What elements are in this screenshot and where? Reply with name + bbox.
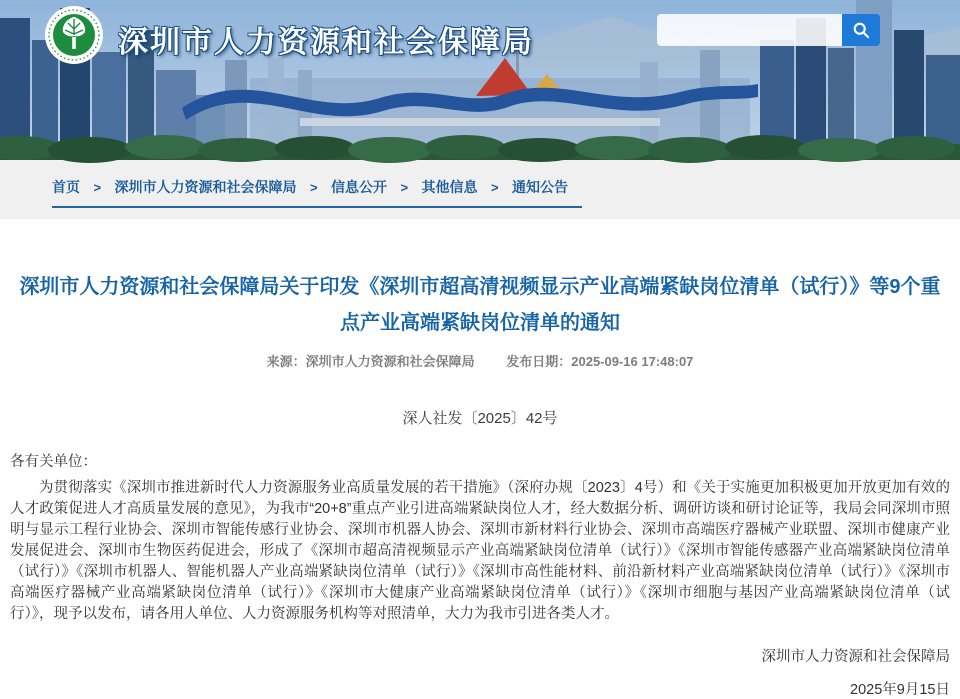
publish-date-value: 2025-09-16 17:48:07 — [571, 354, 694, 369]
salutation: 各有关单位： — [10, 454, 97, 470]
article-title: 深圳市人力资源和社会保障局关于印发《深圳市超高清视频显示产业高端紧缺岗位清单（试行）》等9个重点产业高端紧缺岗位清单的通知 — [19, 276, 941, 334]
header-banner — [0, 0, 960, 160]
issue-date: 2025年9月15日 — [850, 682, 950, 698]
search-button[interactable] — [842, 14, 880, 46]
article-source — [267, 354, 475, 369]
source-value: 深圳市人力资源和社会保障局 — [305, 354, 475, 369]
bureau-logo-icon — [44, 5, 104, 65]
article-meta — [10, 351, 950, 370]
bureau-logo[interactable] — [44, 5, 104, 65]
article — [0, 269, 960, 699]
search-icon — [851, 20, 871, 40]
search-input[interactable] — [657, 14, 842, 46]
breadcrumb — [52, 177, 582, 208]
publish-date-label: 发布日期： — [506, 354, 572, 369]
breadcrumb-bureau[interactable]: 深圳市人力资源和社会保障局 — [114, 179, 297, 195]
breadcrumb-separator: > — [309, 180, 318, 195]
search-box — [657, 14, 880, 46]
issuer-signature: 深圳市人力资源和社会保障局 — [761, 649, 950, 665]
source-label: 来源： — [266, 354, 306, 369]
breadcrumb-separator: > — [490, 180, 499, 195]
document-number: 深人社发〔2025〕42号 — [402, 410, 558, 427]
breadcrumb-separator: > — [93, 180, 102, 195]
article-body: 为贯彻落实《深圳市推进新时代人力资源服务业高质量发展的若干措施》（深府办规〔2023〕4号）和《关于实施更加积极更加开放更加有效的人才政策促进人才高质量发展的意见》，为我市“20+8”重点产业引进高端紧缺岗位人才，经大数据分析、调研访谈和研讨论证等，我局会同深圳市照明与显示工程行业协会、深圳市智能传感行业协会、深圳市机器人协会、深圳市新材料行业协会、深圳市高端医疗器械产业联盟、深圳市健康产业发展促进会、深圳市生物医药促进会，形成了《深圳市超高清视频显示产业高端紧缺岗位清单（试行）》《深圳市智能传感器产业高端紧缺岗位清单（试行）》《深圳市机器人、智能机器人产业高端紧缺岗位清单（试行）》《深圳市高性能材料、前沿新材料产业高端紧缺岗位清单（试行）》《深圳市高端医疗器械产业高端紧缺岗位清单（试行）》《深圳市大健康产业高端紧缺岗位清单（试行）》《深圳市细胞与基因产业高端紧缺岗位清单（试行）》，现予以发布，请各用人单位、人力资源服务机构等对照清单，大力为我市引进各类人才。 — [10, 480, 950, 622]
breadcrumb-separator: > — [400, 180, 409, 195]
breadcrumb-info-disclosure[interactable]: 信息公开 — [331, 179, 387, 195]
breadcrumb-notices[interactable]: 通知公告 — [512, 179, 568, 195]
breadcrumb-other-info[interactable]: 其他信息 — [421, 179, 478, 195]
breadcrumb-home[interactable]: 首页 — [52, 179, 80, 195]
article-publish-date — [506, 354, 693, 369]
breadcrumb-bar — [0, 160, 960, 219]
site-title[interactable]: 深圳市人力资源和社会保障局 — [118, 26, 534, 59]
